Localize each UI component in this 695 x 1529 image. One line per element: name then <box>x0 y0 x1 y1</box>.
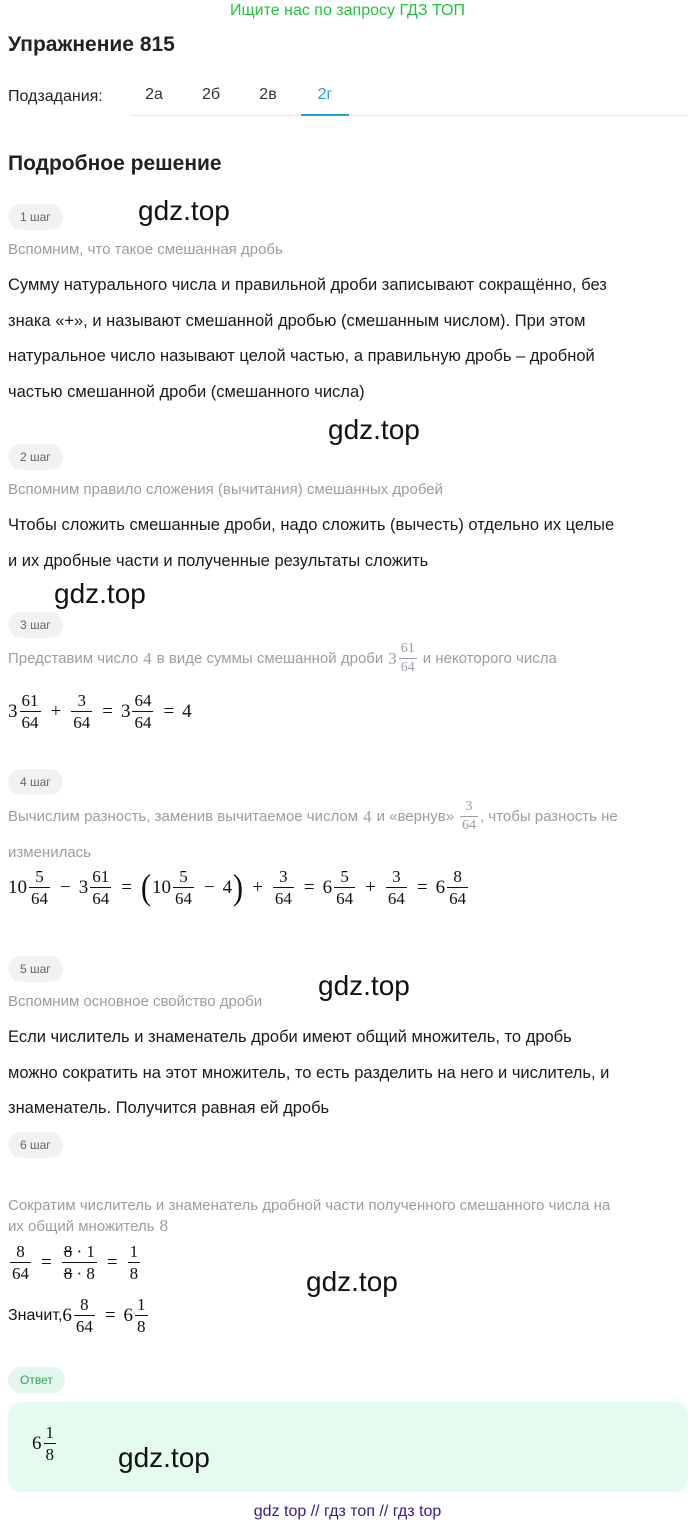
step-2-text: Чтобы сложить смешанные дроби, надо сложить (вычесть) отдельно их целые и их дробные части и полученные результаты сложить <box>8 516 615 570</box>
step-2-hint: Вспомним правило сложения (вычитания) смешанных дробей <box>8 481 443 498</box>
step-1-hint: Вспомним, что такое смешанная дробь <box>8 241 283 258</box>
answer-value: 6 $\frac{1}{8}$ <box>32 1423 54 1464</box>
watermark: gdz.top <box>318 970 410 1001</box>
step-6-hint-line2: их общий множитель 8 <box>8 1216 169 1235</box>
step-4-hint: Вычислим разность, заменив вычитаемое числом 4 и «вернув» $\frac{3}{64}$ , чтобы разность не <box>8 799 618 833</box>
step-5-text: Если числитель и знаменатель дроби имеют общий множитель, то дробь можно сократить на этот множитель, то есть разделить на него и числитель, и знаменатель. Получится равная ей дробь <box>8 1028 610 1117</box>
step-6-equation: $\frac{8}{64}$ = $\frac{8 \cdot 1}{8 \cdot 8}$ = $\frac{1}{8}$ <box>12 1242 139 1283</box>
watermark: gdz.top <box>118 1442 210 1473</box>
step-badge-6: 6 шаг <box>8 1132 63 1158</box>
step-badge-4: 4 шаг <box>8 769 63 795</box>
step-badge-3: 3 шаг <box>8 612 63 638</box>
step-3-equation: 3 $\frac{61}{64}$ + $\frac{3}{64}$ = 3 $\frac{64}{64}$ = 4 <box>8 691 192 732</box>
answer-box <box>8 1402 688 1492</box>
tab-2a[interactable]: 2а <box>145 86 163 103</box>
step-badge-5: 5 шаг <box>8 956 63 982</box>
tab-2b[interactable]: 2б <box>201 86 221 103</box>
step-3-hint: Представим число 4 в виде суммы смешанной дроби 3 $\frac{61}{64}$ и некоторого числа <box>8 641 557 675</box>
step-4-hint-cont: изменилась <box>8 844 91 861</box>
step-4-equation: 10 $\frac{5}{64}$ − 3 $\frac{61}{64}$ = ( 10 $\frac{5}{64}$ − 4 ) + $\frac{3}{64}$ = 6 $\frac{5}{64}$ + $\frac{3}{64}$ = 6 $\frac{8}{64}$ <box>8 867 467 908</box>
tab-2g[interactable]: 2г <box>301 86 349 116</box>
search-banner[interactable]: Ищите нас по запросу ГДЗ ТОП <box>230 2 465 19</box>
watermark: gdz.top <box>138 195 230 226</box>
watermark: gdz.top <box>54 578 146 609</box>
section-title: Подробное решение <box>8 152 222 175</box>
step-5-hint: Вспомним основное свойство дроби <box>8 993 263 1010</box>
footer-links[interactable]: gdz top // гдз топ // гдз top <box>253 1503 442 1520</box>
step-badge-2: 2 шаг <box>8 444 63 470</box>
step-badge-1: 1 шаг <box>8 204 63 230</box>
watermark: gdz.top <box>328 414 420 445</box>
watermark: gdz.top <box>306 1266 398 1297</box>
subtasks-label: Подзадания: <box>8 88 103 105</box>
step-6-conclusion: Значит, 6 $\frac{8}{64}$ = 6 $\frac{1}{8}$ <box>8 1295 146 1336</box>
step-6-hint-line1: Сократим числитель и знаменатель дробной части полученного смешанного числа на <box>8 1197 611 1214</box>
page-title: Упражнение 815 <box>8 33 175 56</box>
tab-2v[interactable]: 2в <box>259 86 277 103</box>
step-1-text: Сумму натурального числа и правильной дроби записывают сокращённо, без знака «+», и называют смешанной дробью (смешанным числом). При этом натуральное число называют целой частью, а правильную дробь – дробной частью смешанной дроби (смешанного числа) <box>8 276 607 401</box>
answer-badge: Ответ <box>8 1367 65 1393</box>
